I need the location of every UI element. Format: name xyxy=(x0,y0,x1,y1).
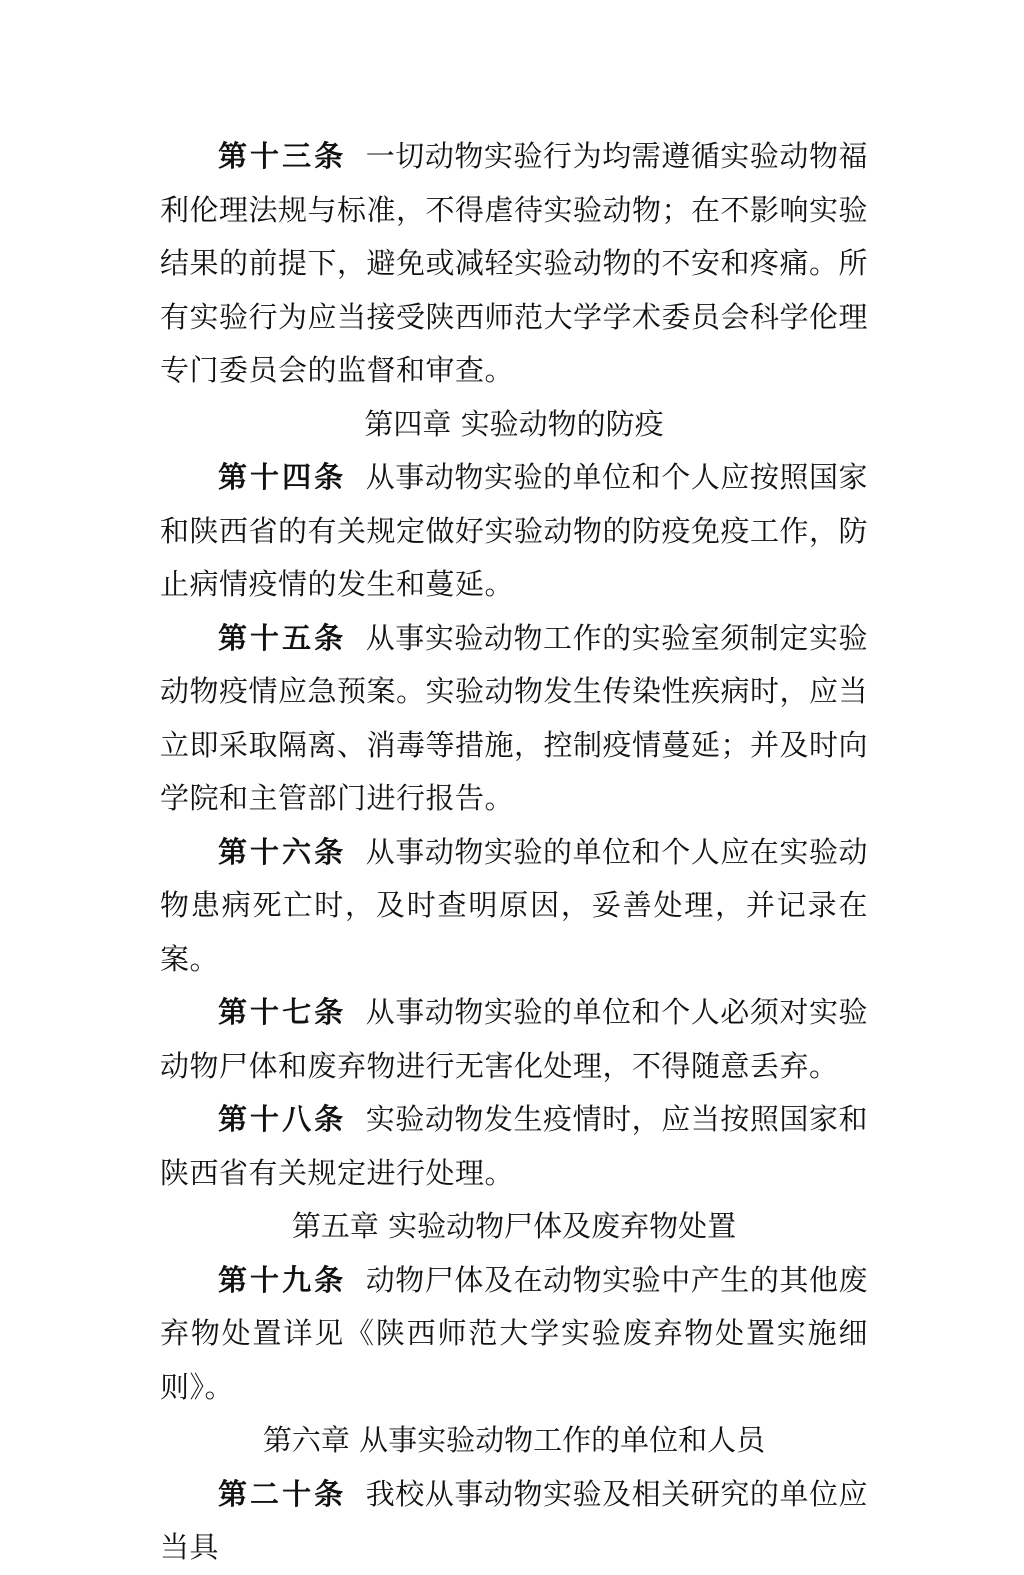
article-19 xyxy=(160,1254,868,1415)
article-label: 第十三条 xyxy=(218,139,347,173)
document-body xyxy=(160,130,868,1575)
article-text: 从事动物实验的单位和个人必须对实验动物尸体和废弃物进行无害化处理，不得随意丢弃。 xyxy=(160,995,868,1083)
article-label: 第二十条 xyxy=(218,1476,347,1511)
article-label: 第十七条 xyxy=(218,995,347,1029)
article-14 xyxy=(160,451,868,612)
article-label: 第十五条 xyxy=(218,620,347,655)
chapter-6-heading: 第六章 从事实验动物工作的单位和人员 xyxy=(262,1423,766,1457)
article-label: 第十九条 xyxy=(218,1262,347,1297)
chapter-5-heading: 第五章 实验动物尸体及废弃物处置 xyxy=(291,1209,737,1243)
article-18 xyxy=(160,1093,868,1200)
article-13 xyxy=(160,130,868,398)
article-17 xyxy=(160,986,868,1093)
article-text: 实验动物发生疫情时，应当按照国家和陕西省有关规定进行处理。 xyxy=(160,1102,868,1190)
article-15 xyxy=(160,612,868,826)
article-label: 第十四条 xyxy=(218,460,347,494)
article-text: 动物尸体及在动物实验中产生的其他废弃物处置详见《陕西师范大学实验废弃物处置实施细则》。 xyxy=(160,1262,868,1404)
article-label: 第十八条 xyxy=(218,1102,347,1136)
article-20 xyxy=(160,1468,868,1575)
article-label: 第十六条 xyxy=(218,834,347,869)
article-16 xyxy=(160,826,868,987)
article-text: 从事实验动物工作的实验室须制定实验动物疫情应急预案。实验动物发生传染性疾病时，应当立即采取隔离、消毒等措施，控制疫情蔓延；并及时向学院和主管部门进行报告。 xyxy=(160,620,869,815)
article-text: 从事动物实验的单位和个人应按照国家和陕西省的有关规定做好实验动物的防疫免疫工作，防止病情疫情的发生和蔓延。 xyxy=(160,460,869,601)
chapter-4-heading: 第四章 实验动物的防疫 xyxy=(364,406,664,441)
article-text: 我校从事动物实验及相关研究的单位应当具 xyxy=(160,1476,868,1564)
article-text: 一切动物实验行为均需遵循实验动物福利伦理法规与标准，不得虐待实验动物；在不影响实验结果的前提下，避免或减轻实验动物的不安和疼痛。所有实验行为应当接受陕西师范大学学术委员会科学伦理专门委员会的监督和审查。 xyxy=(160,139,869,387)
article-text: 从事动物实验的单位和个人应在实验动物患病死亡时，及时查明原因，妥善处理，并记录在案。 xyxy=(160,834,868,976)
